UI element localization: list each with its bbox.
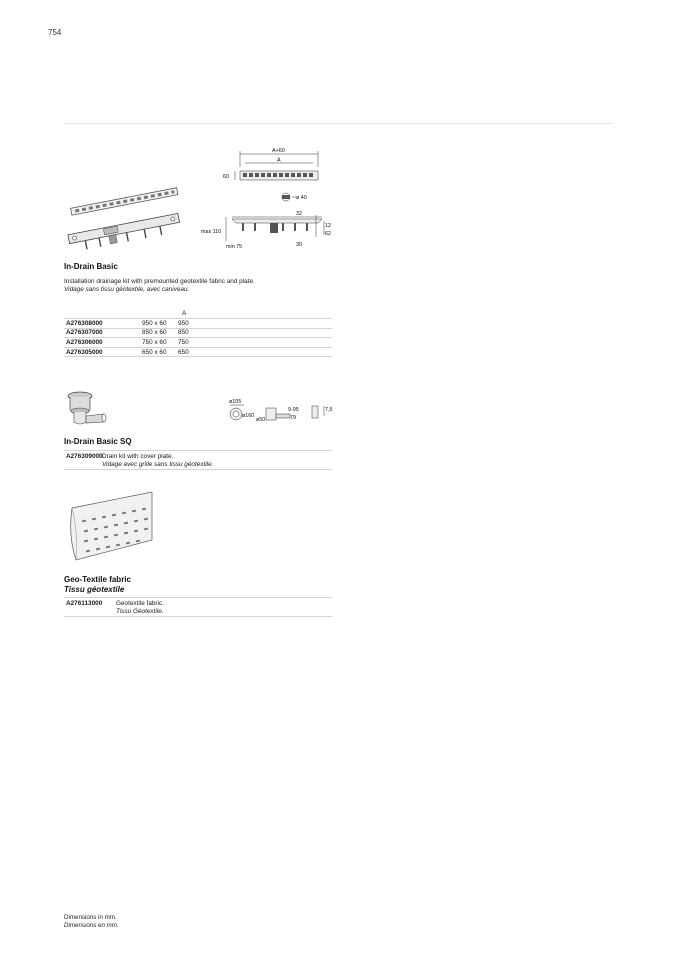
product-a: 950: [178, 319, 332, 329]
product-description: [102, 453, 213, 469]
label-width-60: 60: [223, 174, 229, 180]
geo-textile-photo: [64, 490, 156, 566]
product-description: [116, 600, 164, 616]
product-size: 950 x 60: [142, 319, 178, 329]
footer-en: Dimensions in mm.: [64, 914, 117, 921]
product-size: 650 x 60: [142, 347, 178, 357]
product-code: A276308000: [64, 319, 142, 329]
footer-note: [64, 914, 119, 930]
label-9-95: 9-95: [288, 407, 299, 413]
table-row: [64, 328, 332, 338]
in-drain-basic-table: [64, 308, 332, 357]
label-12: 12: [325, 223, 331, 229]
in-drain-basic-description: [64, 278, 255, 294]
in-drain-basic-photo: [64, 180, 184, 250]
label-7-5: 7,5: [325, 407, 333, 413]
in-drain-basic-sq-row: [64, 450, 332, 470]
label-a: A: [277, 157, 281, 164]
product-size: 850 x 60: [142, 328, 178, 338]
description-fr: Vidage avec grille sans tissu géotextile.: [102, 461, 214, 468]
title-en: Geo-Textile fabric: [64, 575, 131, 584]
product-a: 850: [178, 328, 332, 338]
title-fr: Tissu géotextile: [64, 585, 125, 594]
label-dia-160: ø160: [242, 413, 255, 419]
label-79: 79: [290, 415, 296, 421]
label-min-75: min 75: [226, 244, 243, 250]
description-en: Geotextile fabric.: [116, 600, 164, 607]
label-dia-105: ø105: [229, 399, 242, 405]
table-row: [64, 319, 332, 329]
product-a: 750: [178, 338, 332, 348]
in-drain-basic-sq-technical-drawing: [222, 396, 336, 426]
description-en: Drain kit with cover plate.: [102, 453, 174, 460]
description-en: Installation drainage kit with premounted geotextile fabric and plate.: [64, 278, 255, 285]
column-header-a: A: [132, 308, 286, 319]
in-drain-basic-technical-drawing: [201, 145, 336, 253]
label-a-plus-60: A+60: [272, 148, 285, 154]
footer-fr: Dimensions en mm.: [64, 922, 119, 929]
label-62: 62: [325, 231, 331, 237]
product-code: A276306000: [64, 338, 142, 348]
label-32: 32: [296, 211, 302, 217]
label-dia-40: ø 40: [296, 195, 307, 201]
product-size: 750 x 60: [142, 338, 178, 348]
description-fr: Vidage sans tissu géotextile, avec caniveau.: [64, 286, 190, 293]
table-row: [64, 338, 332, 348]
top-divider: [64, 123, 612, 124]
geo-textile-title: [64, 575, 131, 595]
product-code: A276305000: [64, 347, 142, 357]
page-number: 754: [48, 28, 62, 37]
label-max-110: max 110: [201, 229, 222, 235]
label-30: 30: [296, 242, 302, 248]
table-row: [64, 347, 332, 357]
product-code: A276307000: [64, 328, 142, 338]
description-fr: Tissu Géotextile.: [116, 608, 164, 615]
in-drain-basic-title: In-Drain Basic: [64, 262, 118, 271]
geo-textile-row: [64, 597, 332, 617]
product-code: A276309000: [66, 453, 103, 460]
in-drain-basic-sq-photo: [64, 390, 108, 430]
in-drain-basic-sq-title: In-Drain Basic SQ: [64, 437, 132, 446]
label-dia-50: ø50: [256, 417, 266, 423]
product-code: A276113000: [66, 600, 103, 607]
product-a: 650: [178, 347, 332, 357]
